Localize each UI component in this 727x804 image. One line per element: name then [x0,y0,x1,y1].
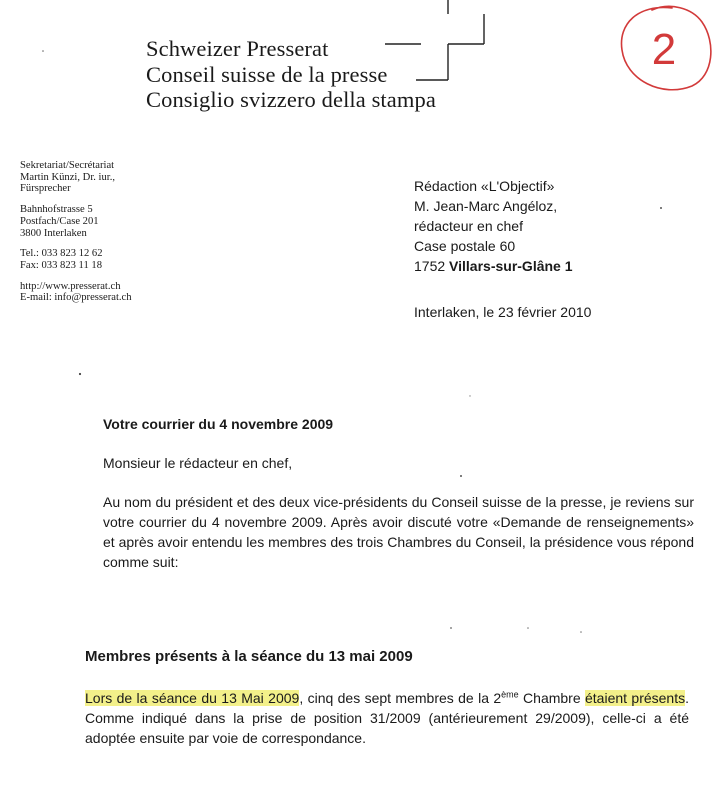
ordinal-superscript: ème [501,689,519,700]
letter-date: Interlaken, le 23 février 2010 [414,304,592,320]
sender-tel: Tel.: 033 823 12 62 [20,248,103,260]
recipient-city-line [414,256,573,276]
sender-email: E-mail: info@presserat.ch [20,292,132,304]
letterhead-name-de: Schweizer Presserat [146,36,329,61]
letterhead-name-fr: Conseil suisse de la presse [146,61,388,87]
highlighted-text: étaient présents [585,690,686,706]
letter-paragraph-members [85,688,689,748]
letter-salutation: Monsieur le rédacteur en chef, [103,455,293,471]
recipient-line2: M. Jean-Marc Angéloz, [414,198,558,214]
highlighted-text: Lors de la séance du 13 Mai 2009 [85,690,300,706]
recipient-line3: rédacteur en chef [414,218,523,234]
sender-postbox: Postfach/Case 201 [20,215,99,227]
sender-street: Bahnhofstrasse 5 [20,204,93,216]
handwritten-page-number [610,2,720,102]
recipient-line1: Rédaction «L'Objectif» [414,178,555,194]
sender-address-block [20,160,132,304]
sender-title: Fürsprecher [20,183,71,195]
letter-subject: Votre courrier du 4 novembre 2009 [103,416,334,432]
page-number-text: 2 [651,25,677,74]
sender-office: Sekretariat/Secrétariat [20,160,115,171]
paragraph-text-a: , cinq des sept membres de la 2 [299,690,502,706]
sender-city: 3800 Interlaken [20,227,87,239]
section-title: Membres présents à la séance du 13 mai 2009 [85,648,413,665]
sender-fax: Fax: 033 823 11 18 [20,259,103,271]
paragraph-text-b: Chambre [518,690,585,706]
recipient-city: Villars-sur-Glâne 1 [449,258,573,274]
sender-web: http://www.presserat.ch [20,280,121,292]
recipient-address-block [414,176,573,276]
letterhead-name-it: Consiglio svizzero della stampa [146,87,436,112]
paragraph-text-c: . Comme indiqué dans la prise de position 31/2009 (antérieurement 29/2009), celle-ci a été adoptée ensuite par voie de correspondance. [85,690,689,746]
letterhead-name [146,36,436,113]
sender-person: Martin Künzi, Dr. iur., [20,171,116,183]
letter-paragraph-intro: Au nom du président et des deux vice-présidents du Conseil suisse de la presse, je reviens sur votre courrier du 4 novembre 2009. Après avoir discuté votre «Demande de renseignements» et après avoir entendu les membres des trois Chambres du Conseil, la présidence vous répond comme suit: [103,494,694,570]
recipient-postcode: 1752 [414,258,446,274]
recipient-line4: Case postale 60 [414,238,516,254]
